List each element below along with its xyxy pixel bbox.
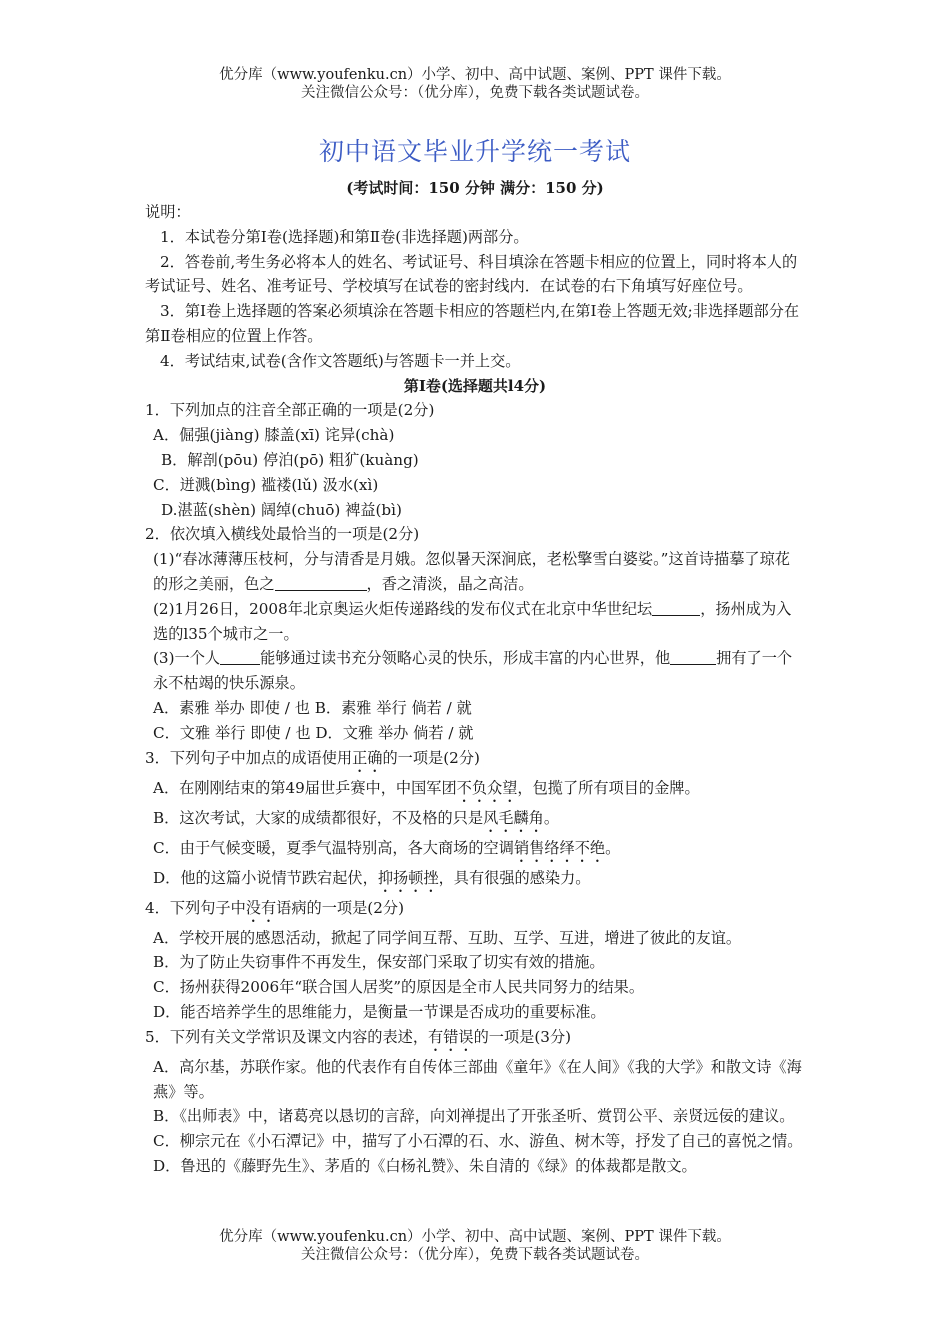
q5-stem-b: 的一项是(3分) xyxy=(473,1027,572,1046)
answer-blank xyxy=(670,648,716,665)
page-header xyxy=(0,66,950,102)
q3-option-c xyxy=(145,836,805,866)
q2-s3-text-b: 能够通过读书充分领略心灵的快乐，形成丰富的内心世界，他 xyxy=(260,649,671,668)
answer-blank xyxy=(652,599,700,616)
q5-stem-a: 5．下列有关文学常识及课文内容的表述， xyxy=(145,1027,429,1046)
q3-b-pre: B．这次考试，大家的成绩都很好，不及格的只是 xyxy=(153,808,484,827)
q2-s1-text-b: ，香之清淡，晶之高洁。 xyxy=(366,574,534,593)
q2-sentence-1 xyxy=(145,547,805,597)
q3-b-post: 。 xyxy=(543,808,560,827)
q2-s3-text-a: (3)一个人 xyxy=(153,649,221,668)
q3-c-idiom: 销售络绎不绝 xyxy=(513,838,606,857)
exam-subtitle: (考试时间：150 分钟 满分：150 分) xyxy=(346,179,604,197)
q4-option-c: C．扬州获得2006年“联合国人居奖”的原因是全市人民共同努力的结果。 xyxy=(153,978,645,997)
q3-d-pre: D．他的这篇小说情节跌宕起伏， xyxy=(153,868,378,887)
q5-option-d: D．鲁迅的《藤野先生》、茅盾的《白杨礼赞》、朱自清的《绿》的体裁都是散文。 xyxy=(153,1156,697,1175)
q4-stem-emphasis: 没有 xyxy=(245,898,277,917)
q2-s2-text-b: ，扬州成为入选的l35个城市之一。 xyxy=(153,599,792,643)
q2-sentence-3 xyxy=(145,646,805,696)
page-footer xyxy=(0,1228,950,1264)
q3-d-post: ，具有很强的感染力。 xyxy=(438,868,591,887)
q3-stem xyxy=(145,746,805,776)
q4-option-b: B．为了防止失窃事件不再发生，保安部门采取了切实有效的措施。 xyxy=(153,953,605,972)
q2-s1-text-a: (1)“春冰薄薄压枝柯，分与清香是月娥。忽似暑天深涧底，老松擎雪白婆娑。”这首诗描摹了琼花的形之美丽，色之 xyxy=(153,550,790,593)
q2-options-ab: A．素雅 举办 即使 / 也 B．素雅 举行 倘若 / 就 xyxy=(153,698,472,717)
instruction-item: 3．第Ⅰ卷上选择题的答案必须填涂在答题卡相应的答题栏内,在第Ⅰ卷上答题无效;非选择题部分在第Ⅱ卷相应的位置上作答。 xyxy=(145,302,800,345)
q2-s3-text-c: 拥有了一个永不枯竭的快乐源泉。 xyxy=(153,649,793,693)
exam-title: 初中语文毕业升学统一考试 xyxy=(318,137,631,166)
answer-blank xyxy=(220,648,260,665)
q1-option-a: A．倔强(jiàng) 膝盖(xī) 诧异(chà) xyxy=(153,426,395,445)
q2-sentence-2 xyxy=(145,597,805,647)
section-title: 第Ⅰ卷(选择题共l4分) xyxy=(403,376,547,395)
q2-stem: 2．依次填入横线处最恰当的一项是(2分) xyxy=(145,525,420,544)
q3-a-pre: A．在刚刚结束的第49届世乒赛中，中国军团 xyxy=(153,778,457,797)
q5-option-a: A．高尔基，苏联作家。他的代表作有自传体三部曲《童年》《在人间》《我的大学》和散文诗《海燕》等。 xyxy=(153,1057,802,1101)
instruction-item: 2．答卷前,考生务必将本人的姓名、考试证号、科目填涂在答题卡相应的位置上，同时将本人的考试证号、姓名、准考证号、学校填写在试卷的密封线内．在试卷的右下角填写好座位号。 xyxy=(145,252,798,296)
q3-d-idiom: 抑扬顿挫 xyxy=(377,868,439,887)
q5-stem xyxy=(145,1025,805,1055)
instruction-item: 1．本试卷分第Ⅰ卷(选择题)和第Ⅱ卷(非选择题)两部分。 xyxy=(160,227,529,246)
q4-stem xyxy=(145,896,805,926)
q3-a-idiom: 不负众望 xyxy=(456,778,518,797)
q2-s2-text-a: (2)1月26日，2008年北京奥运火炬传递路线的发布仪式在北京中华世纪坛 xyxy=(153,599,653,618)
q3-stem-emphasis: 正确 xyxy=(352,748,383,767)
q3-c-pre: C．由于气候变暖，夏季气温特别高，各大商场的空调 xyxy=(153,838,514,857)
q5-stem-emphasis: 有错误 xyxy=(428,1027,474,1046)
q3-a-post: ，包揽了所有项目的金牌。 xyxy=(517,778,700,797)
q4-option-a: A．学校开展的感恩活动，掀起了同学间互帮、互助、互学、互进，增进了彼此的友谊。 xyxy=(153,928,742,947)
instructions-label: 说明： xyxy=(145,203,191,221)
q3-stem-b: 的一项是(2分) xyxy=(382,748,480,767)
answer-blank xyxy=(275,574,367,591)
q1-stem: 1．下列加点的注音全部正确的一项是(2分) xyxy=(145,401,435,420)
footer-line-2: 关注微信公众号：（优分库），免费下载各类试题试卷。 xyxy=(301,1247,649,1263)
footer-line-1: 优分库（www.youfenku.cn）小学、初中、高中试题、案例、PPT 课件下载。 xyxy=(219,1229,731,1245)
q1-option-b: B．解剖(pōu) 停泊(pō) 粗犷(kuàng) xyxy=(161,450,419,469)
q3-b-idiom: 风毛麟角 xyxy=(483,808,544,827)
header-line-1: 优分库（www.youfenku.cn）小学、初中、高中试题、案例、PPT 课件下载。 xyxy=(219,67,731,83)
q4-option-d: D．能否培养学生的思维能力，是衡量一节课是否成功的重要标准。 xyxy=(153,1002,606,1021)
q1-option-c: C．迸溅(bìng) 褴褛(lǔ) 汲水(xì) xyxy=(153,475,379,494)
q3-stem-a: 3．下列句子中加点的成语使用 xyxy=(145,748,353,767)
q3-option-a xyxy=(145,776,805,806)
q5-option-c: C．柳宗元在《小石潭记》中，描写了小石潭的石、水、游鱼、树木等，抒发了自己的喜悦之情。 xyxy=(153,1132,803,1151)
q3-option-b xyxy=(145,806,805,836)
instruction-item: 4．考试结束,试卷(含作文答题纸)与答题卡一并上交。 xyxy=(160,351,521,370)
q5-option-b: B．《出师表》中，诸葛亮以恳切的言辞，向刘禅提出了开张圣听、赏罚公平、亲贤远佞的建议。 xyxy=(153,1107,795,1126)
q4-stem-a: 4．下列句子中 xyxy=(145,898,246,917)
header-line-2: 关注微信公众号：（优分库），免费下载各类试题试卷。 xyxy=(301,85,649,101)
q2-options-cd: C．文雅 举行 即使 / 也 D．文雅 举办 倘若 / 就 xyxy=(153,723,474,742)
q1-option-d: D.湛蓝(shèn) 阔绰(chuō) 裨益(bì) xyxy=(161,500,402,519)
q3-option-d xyxy=(145,866,805,896)
q4-stem-b: 语病的一项是(2分) xyxy=(276,898,404,917)
exam-body xyxy=(145,200,805,1179)
q3-c-post: 。 xyxy=(605,838,621,857)
